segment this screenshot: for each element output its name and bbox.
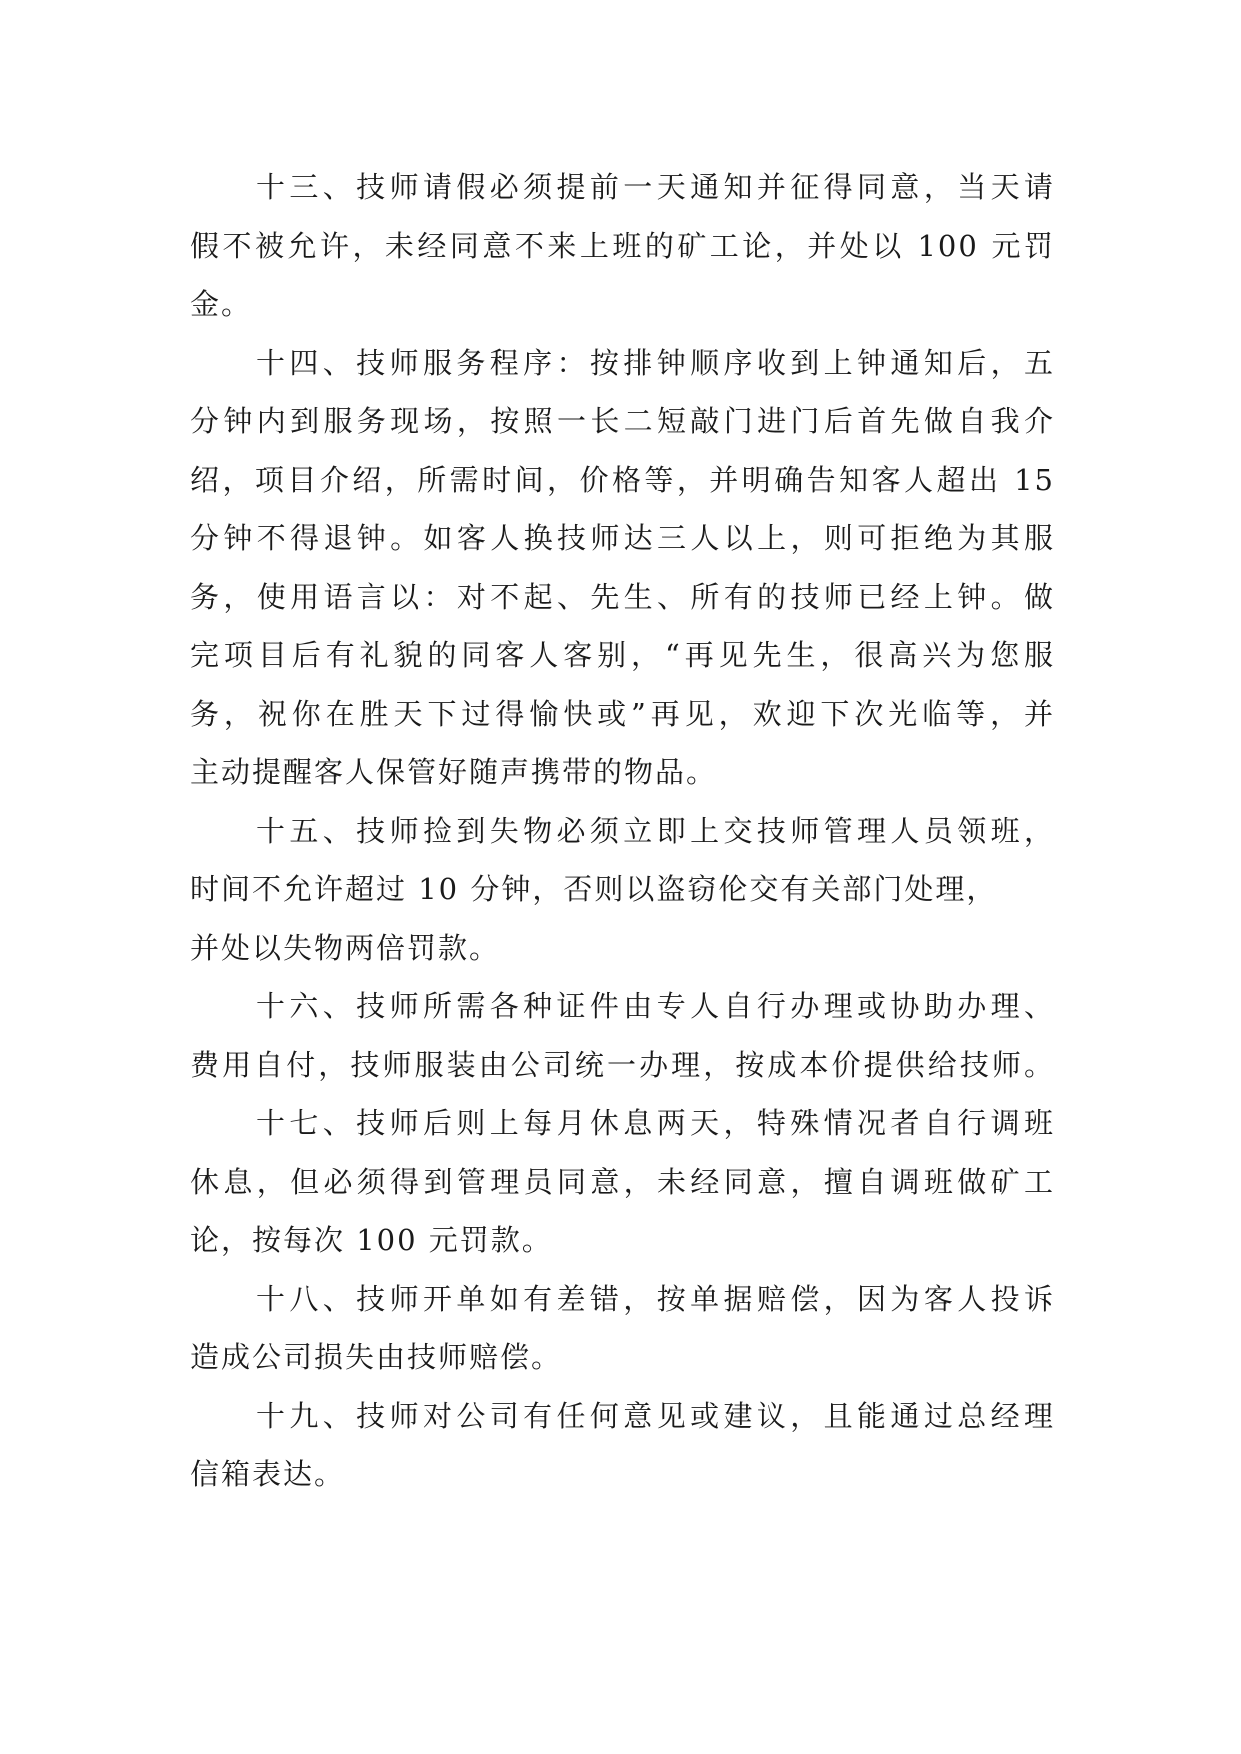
paragraph-13 [190,158,1070,334]
text-line: 休息，但必须得到管理员同意，未经同意，擅自调班做矿工 [190,1164,1055,1199]
text-line: 十四、技师服务程序：按排钟顺序收到上钟通知后，五 [256,345,1055,380]
document-body [190,158,1070,1504]
text-line: 分钟内到服务现场，按照一长二短敲门进门后首先做自我介 [190,404,1055,438]
text-line: 费用自付，技师服装由公司统一办理，按成本价提供给技师。 [190,1047,1055,1082]
text-line: 务，祝你在胜天下过得愉快或”再见，欢迎下次光临等，并 [190,696,1055,731]
text-line: 绍，项目介绍，所需时间，价格等，并明确告知客人超出 15 [190,462,1055,497]
paragraph-16 [190,977,1070,1094]
text-line: 十五、技师捡到失物必须立即上交技师管理人员领班， [256,813,1055,848]
text-line: 假不被允许，未经同意不来上班的矿工论，并处以 100 元罚 [190,228,1055,263]
paragraph-19 [190,1387,1070,1504]
text-line: 论，按每次 100 元罚款。 [190,1223,553,1257]
text-line: 务，使用语言以：对不起、先生、所有的技师已经上钟。做 [190,579,1055,614]
text-line: 完项目后有礼貌的同客人客别，“再见先生，很高兴为您服 [190,638,1055,672]
text-line: 十九、技师对公司有任何意见或建议，且能通过总经理 [256,1398,1055,1433]
text-line: 十八、技师开单如有差错，按单据赔偿，因为客人投诉 [256,1281,1055,1316]
text-line: 分钟不得退钟。如客人换技师达三人以上，则可拒绝为其服 [190,521,1055,555]
text-line: 金。 [190,287,253,321]
text-line: 十六、技师所需各种证件由专人自行办理或协助办理、 [256,989,1055,1023]
paragraph-18 [190,1270,1070,1387]
text-line: 并处以失物两倍罚款。 [190,930,501,965]
text-line: 十三、技师请假必须提前一天通知并征得同意，当天请 [256,170,1055,204]
paragraph-17 [190,1094,1070,1270]
paragraph-15 [190,802,1070,978]
text-line: 主动提醒客人保管好随声携带的物品。 [190,755,718,789]
paragraph-14 [190,334,1070,802]
text-line: 十七、技师后则上每月休息两天，特殊情况者自行调班 [256,1106,1055,1140]
text-line: 时间不允许超过 10 分钟，否则以盗窃伦交有关部门处理， [190,872,998,906]
text-line: 造成公司损失由技师赔偿。 [190,1340,563,1374]
text-line: 信箱表达。 [190,1457,346,1491]
